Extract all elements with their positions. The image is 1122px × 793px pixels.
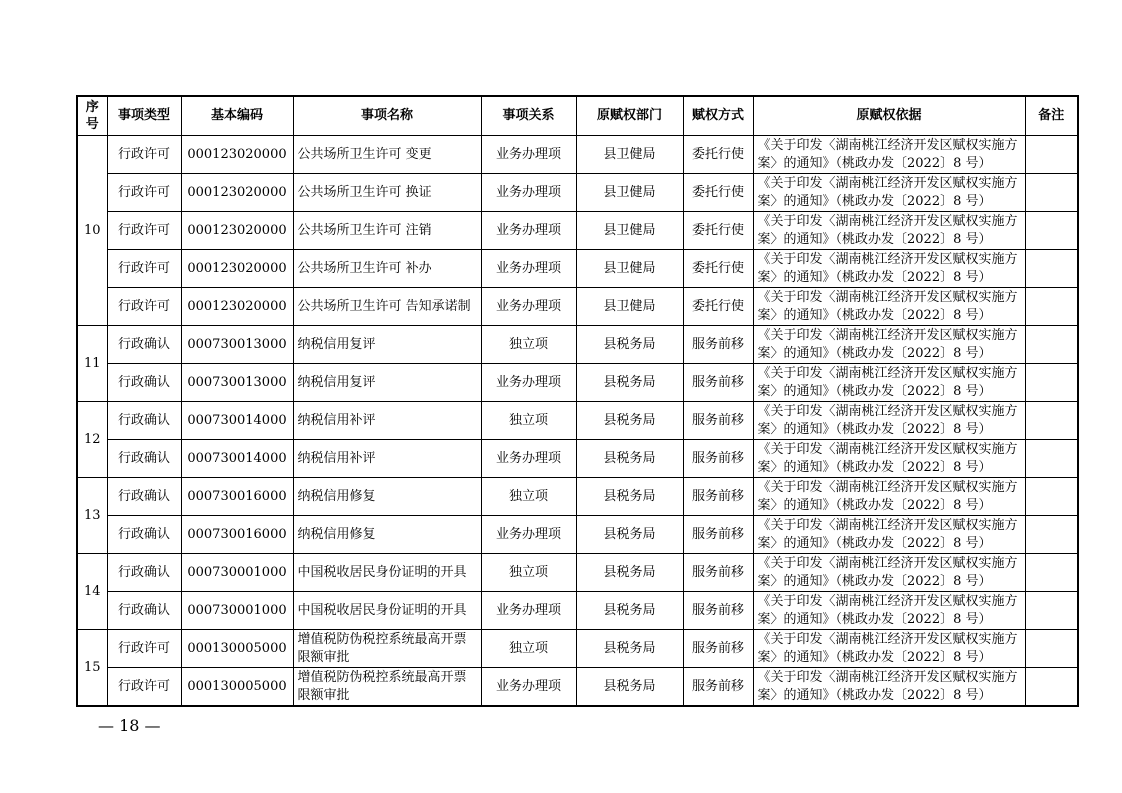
cell-type: 行政许可 [107, 136, 181, 174]
cell-mode: 服务前移 [683, 440, 753, 478]
cell-remark [1025, 478, 1078, 516]
cell-type: 行政确认 [107, 402, 181, 440]
cell-seq: 12 [77, 402, 107, 478]
table-row [77, 440, 1078, 478]
cell-name: 纳税信用复评 [293, 326, 481, 364]
cell-dept: 县卫健局 [576, 212, 683, 250]
cell-seq: 11 [77, 326, 107, 402]
cell-dept: 县税务局 [576, 592, 683, 630]
cell-code: 000123020000 [181, 136, 293, 174]
cell-type: 行政许可 [107, 288, 181, 326]
page-number: — 18 — [98, 716, 161, 735]
cell-basis: 《关于印发〈湖南桃江经济开发区赋权实施方案〉的通知》（桃政办发〔2022〕8 号） [753, 630, 1025, 668]
cell-remark [1025, 668, 1078, 707]
cell-relation: 独立项 [481, 326, 576, 364]
cell-dept: 县税务局 [576, 364, 683, 402]
cell-type: 行政确认 [107, 554, 181, 592]
cell-name: 公共场所卫生许可 告知承诺制 [293, 288, 481, 326]
cell-mode: 服务前移 [683, 478, 753, 516]
table-row [77, 136, 1078, 174]
table-body [77, 136, 1078, 707]
cell-name: 纳税信用复评 [293, 364, 481, 402]
cell-remark [1025, 250, 1078, 288]
table-row [77, 554, 1078, 592]
cell-relation: 独立项 [481, 630, 576, 668]
table-row [77, 174, 1078, 212]
header-seq: 序号 [77, 96, 107, 136]
cell-seq: 10 [77, 136, 107, 326]
cell-code: 000123020000 [181, 212, 293, 250]
cell-remark [1025, 592, 1078, 630]
cell-code: 000730014000 [181, 402, 293, 440]
cell-basis: 《关于印发〈湖南桃江经济开发区赋权实施方案〉的通知》（桃政办发〔2022〕8 号） [753, 554, 1025, 592]
cell-dept: 县税务局 [576, 440, 683, 478]
cell-name: 公共场所卫生许可 注销 [293, 212, 481, 250]
cell-relation: 业务办理项 [481, 516, 576, 554]
cell-basis: 《关于印发〈湖南桃江经济开发区赋权实施方案〉的通知》（桃政办发〔2022〕8 号） [753, 250, 1025, 288]
cell-basis: 《关于印发〈湖南桃江经济开发区赋权实施方案〉的通知》（桃政办发〔2022〕8 号） [753, 288, 1025, 326]
cell-relation: 业务办理项 [481, 668, 576, 707]
table-row [77, 402, 1078, 440]
cell-dept: 县税务局 [576, 668, 683, 707]
cell-seq: 13 [77, 478, 107, 554]
cell-type: 行政确认 [107, 516, 181, 554]
cell-mode: 委托行使 [683, 250, 753, 288]
cell-mode: 服务前移 [683, 402, 753, 440]
table-row [77, 364, 1078, 402]
cell-mode: 服务前移 [683, 630, 753, 668]
table-row [77, 478, 1078, 516]
cell-type: 行政确认 [107, 364, 181, 402]
cell-code: 000123020000 [181, 174, 293, 212]
cell-name: 增值税防伪税控系统最高开票限额审批 [293, 630, 481, 668]
cell-mode: 服务前移 [683, 668, 753, 707]
cell-basis: 《关于印发〈湖南桃江经济开发区赋权实施方案〉的通知》（桃政办发〔2022〕8 号） [753, 516, 1025, 554]
cell-type: 行政许可 [107, 212, 181, 250]
cell-name: 纳税信用修复 [293, 478, 481, 516]
cell-dept: 县卫健局 [576, 174, 683, 212]
header-relation: 事项关系 [481, 96, 576, 136]
cell-code: 000130005000 [181, 668, 293, 707]
cell-dept: 县税务局 [576, 478, 683, 516]
table-row [77, 668, 1078, 707]
cell-remark [1025, 630, 1078, 668]
cell-mode: 委托行使 [683, 174, 753, 212]
cell-relation: 独立项 [481, 554, 576, 592]
cell-mode: 服务前移 [683, 364, 753, 402]
table-row [77, 326, 1078, 364]
cell-remark [1025, 136, 1078, 174]
cell-remark [1025, 326, 1078, 364]
cell-remark [1025, 212, 1078, 250]
cell-relation: 业务办理项 [481, 288, 576, 326]
cell-basis: 《关于印发〈湖南桃江经济开发区赋权实施方案〉的通知》（桃政办发〔2022〕8 号） [753, 402, 1025, 440]
header-code: 基本编码 [181, 96, 293, 136]
cell-type: 行政许可 [107, 668, 181, 707]
cell-code: 000130005000 [181, 630, 293, 668]
cell-code: 000730013000 [181, 326, 293, 364]
cell-code: 000123020000 [181, 288, 293, 326]
cell-code: 000730001000 [181, 554, 293, 592]
cell-name: 公共场所卫生许可 换证 [293, 174, 481, 212]
cell-name: 纳税信用补评 [293, 402, 481, 440]
cell-basis: 《关于印发〈湖南桃江经济开发区赋权实施方案〉的通知》（桃政办发〔2022〕8 号） [753, 364, 1025, 402]
cell-remark [1025, 402, 1078, 440]
cell-type: 行政确认 [107, 326, 181, 364]
cell-mode: 委托行使 [683, 212, 753, 250]
authorization-items-table [76, 95, 1079, 707]
cell-relation: 独立项 [481, 478, 576, 516]
cell-code: 000730014000 [181, 440, 293, 478]
table-row [77, 516, 1078, 554]
cell-dept: 县税务局 [576, 402, 683, 440]
cell-type: 行政确认 [107, 592, 181, 630]
cell-name: 增值税防伪税控系统最高开票限额审批 [293, 668, 481, 707]
cell-type: 行政确认 [107, 440, 181, 478]
cell-relation: 独立项 [481, 402, 576, 440]
header-basis: 原赋权依据 [753, 96, 1025, 136]
cell-dept: 县税务局 [576, 554, 683, 592]
cell-name: 中国税收居民身份证明的开具 [293, 554, 481, 592]
cell-remark [1025, 516, 1078, 554]
cell-dept: 县税务局 [576, 326, 683, 364]
cell-relation: 业务办理项 [481, 250, 576, 288]
cell-name: 公共场所卫生许可 补办 [293, 250, 481, 288]
cell-relation: 业务办理项 [481, 592, 576, 630]
cell-seq: 14 [77, 554, 107, 630]
cell-type: 行政确认 [107, 478, 181, 516]
cell-name: 公共场所卫生许可 变更 [293, 136, 481, 174]
cell-name: 中国税收居民身份证明的开具 [293, 592, 481, 630]
cell-mode: 服务前移 [683, 554, 753, 592]
cell-basis: 《关于印发〈湖南桃江经济开发区赋权实施方案〉的通知》（桃政办发〔2022〕8 号） [753, 174, 1025, 212]
table-row [77, 250, 1078, 288]
cell-mode: 委托行使 [683, 136, 753, 174]
table-row [77, 592, 1078, 630]
header-type: 事项类型 [107, 96, 181, 136]
cell-relation: 业务办理项 [481, 136, 576, 174]
header-dept: 原赋权部门 [576, 96, 683, 136]
header-name: 事项名称 [293, 96, 481, 136]
cell-remark [1025, 554, 1078, 592]
cell-relation: 业务办理项 [481, 364, 576, 402]
cell-basis: 《关于印发〈湖南桃江经济开发区赋权实施方案〉的通知》（桃政办发〔2022〕8 号） [753, 440, 1025, 478]
cell-dept: 县卫健局 [576, 136, 683, 174]
cell-basis: 《关于印发〈湖南桃江经济开发区赋权实施方案〉的通知》（桃政办发〔2022〕8 号） [753, 212, 1025, 250]
table-row [77, 212, 1078, 250]
cell-dept: 县税务局 [576, 516, 683, 554]
table-row [77, 630, 1078, 668]
cell-relation: 业务办理项 [481, 212, 576, 250]
cell-code: 000730016000 [181, 478, 293, 516]
cell-relation: 业务办理项 [481, 440, 576, 478]
cell-remark [1025, 288, 1078, 326]
cell-type: 行政许可 [107, 174, 181, 212]
cell-dept: 县卫健局 [576, 288, 683, 326]
cell-dept: 县税务局 [576, 630, 683, 668]
cell-code: 000123020000 [181, 250, 293, 288]
cell-type: 行政许可 [107, 250, 181, 288]
cell-basis: 《关于印发〈湖南桃江经济开发区赋权实施方案〉的通知》（桃政办发〔2022〕8 号） [753, 478, 1025, 516]
cell-code: 000730013000 [181, 364, 293, 402]
cell-code: 000730001000 [181, 592, 293, 630]
cell-basis: 《关于印发〈湖南桃江经济开发区赋权实施方案〉的通知》（桃政办发〔2022〕8 号） [753, 668, 1025, 707]
cell-name: 纳税信用补评 [293, 440, 481, 478]
cell-basis: 《关于印发〈湖南桃江经济开发区赋权实施方案〉的通知》（桃政办发〔2022〕8 号） [753, 136, 1025, 174]
cell-seq: 15 [77, 630, 107, 707]
cell-code: 000730016000 [181, 516, 293, 554]
table-row [77, 288, 1078, 326]
cell-name: 纳税信用修复 [293, 516, 481, 554]
cell-mode: 委托行使 [683, 288, 753, 326]
cell-basis: 《关于印发〈湖南桃江经济开发区赋权实施方案〉的通知》（桃政办发〔2022〕8 号） [753, 592, 1025, 630]
cell-remark [1025, 364, 1078, 402]
cell-remark [1025, 440, 1078, 478]
header-remark: 备注 [1025, 96, 1078, 136]
cell-dept: 县卫健局 [576, 250, 683, 288]
cell-relation: 业务办理项 [481, 174, 576, 212]
table-header-row [77, 96, 1078, 136]
cell-remark [1025, 174, 1078, 212]
cell-basis: 《关于印发〈湖南桃江经济开发区赋权实施方案〉的通知》（桃政办发〔2022〕8 号） [753, 326, 1025, 364]
cell-mode: 服务前移 [683, 326, 753, 364]
cell-mode: 服务前移 [683, 516, 753, 554]
cell-type: 行政许可 [107, 630, 181, 668]
header-mode: 赋权方式 [683, 96, 753, 136]
cell-mode: 服务前移 [683, 592, 753, 630]
